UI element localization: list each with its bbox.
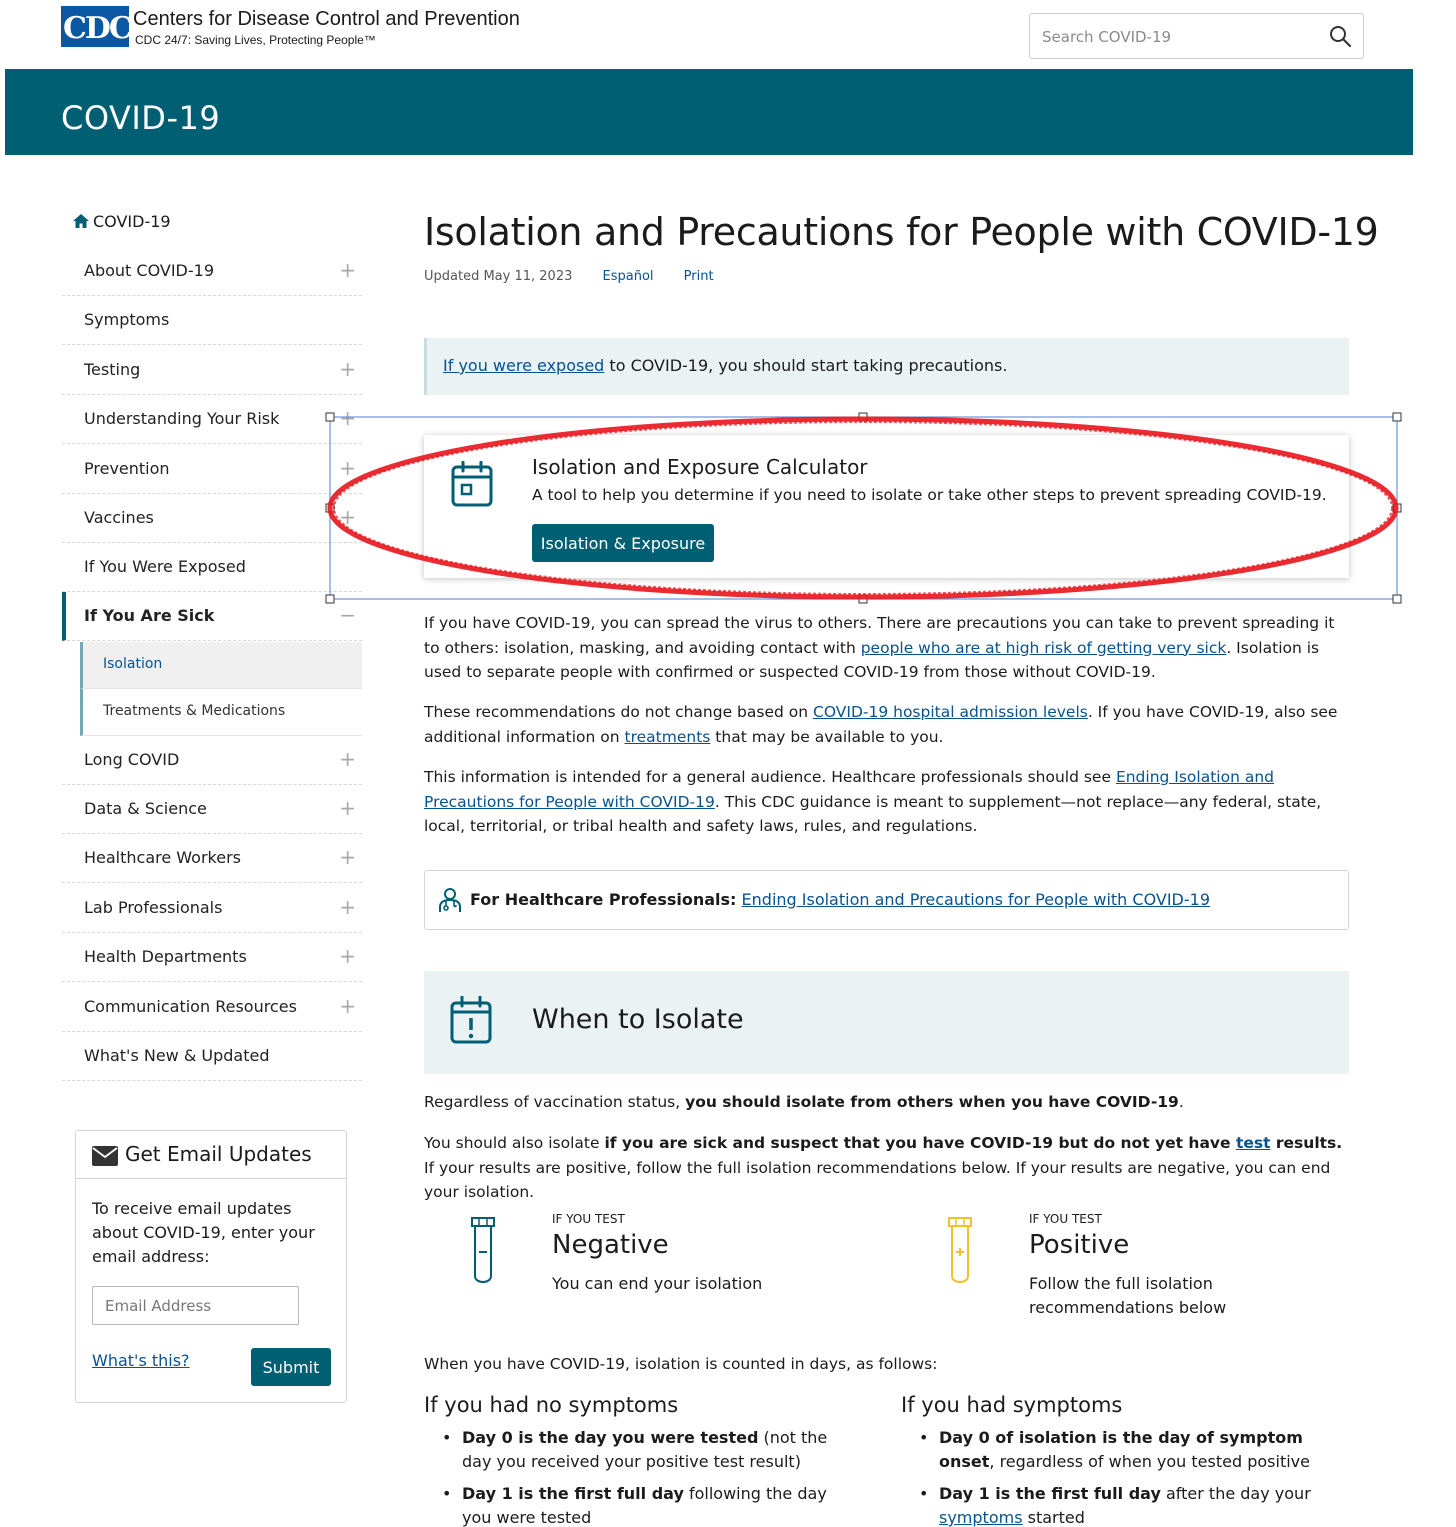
nav-item-label: If You Were Exposed bbox=[84, 557, 246, 576]
negative-description: You can end your isolation bbox=[552, 1274, 763, 1293]
nav-item-label: What's New & Updated bbox=[84, 1046, 270, 1065]
positive-overline: IF YOU TEST bbox=[1029, 1212, 1102, 1226]
ending-isolation-link[interactable]: Ending Isolation and Precautions for People with COVID-19 bbox=[424, 768, 1275, 811]
nav-item-if-you-are-sick[interactable] bbox=[62, 592, 362, 641]
bold-span: if you are sick and suspect that you have COVID-19 but do not yet have bbox=[604, 1134, 1236, 1152]
nav-item-testing[interactable] bbox=[62, 346, 362, 395]
nav-item-label: Long COVID bbox=[84, 750, 180, 769]
envelope-icon bbox=[92, 1146, 118, 1166]
positive-description: Follow the full isolation recommendations below bbox=[1029, 1274, 1227, 1317]
text-span: . bbox=[1178, 1093, 1184, 1111]
topic-banner bbox=[5, 69, 1413, 155]
cdc-logo[interactable]: CDC bbox=[61, 6, 129, 47]
if-you-were-exposed-link[interactable]: If you were exposed bbox=[443, 356, 605, 375]
expand-plus-icon[interactable]: + bbox=[339, 845, 356, 869]
no-symptoms-list bbox=[424, 1426, 854, 1527]
nav-item-whats-new[interactable] bbox=[62, 1032, 362, 1081]
email-updates-header bbox=[76, 1131, 346, 1179]
hcp-label: For Healthcare Professionals: bbox=[470, 890, 737, 909]
calendar-icon bbox=[451, 461, 493, 507]
text-span: . If you have COVID-19, also see additional information on bbox=[424, 703, 1338, 746]
expand-plus-icon[interactable]: + bbox=[339, 456, 356, 480]
negative-overline: IF YOU TEST bbox=[552, 1212, 625, 1226]
list-item bbox=[424, 1426, 854, 1474]
test-link[interactable]: test bbox=[1235, 1134, 1271, 1152]
symptoms-title: If you had symptoms bbox=[901, 1393, 1123, 1417]
symptoms-list bbox=[901, 1426, 1331, 1527]
email-updates-title: Get Email Updates bbox=[125, 1142, 312, 1166]
nav-home-link[interactable] bbox=[72, 212, 171, 231]
agency-name[interactable]: Centers for Disease Control and Prevention bbox=[133, 8, 520, 30]
nav-item-about-covid[interactable] bbox=[62, 247, 362, 296]
calculator-card bbox=[424, 435, 1349, 578]
positive-heading: Positive bbox=[1029, 1230, 1130, 1260]
negative-heading: Negative bbox=[552, 1230, 669, 1260]
agency-tagline: CDC 24/7: Saving Lives, Protecting People™ bbox=[135, 33, 376, 47]
text-span: These recommendations do not change based on bbox=[424, 703, 814, 721]
vaccination-status-paragraph bbox=[424, 1090, 1349, 1115]
text-span: started bbox=[1022, 1508, 1085, 1527]
text-span: If your results are positive, follow the full isolation recommendations below. If your results are negative, you can end your isolation. bbox=[424, 1158, 1331, 1201]
text-span: (not the day you received your positive test result) bbox=[462, 1428, 828, 1471]
bold-span: Day 1 is the first full day bbox=[939, 1484, 1161, 1503]
espanol-link[interactable]: Español bbox=[602, 269, 654, 284]
nav-item-label: Data & Science bbox=[84, 799, 207, 818]
page-meta bbox=[424, 269, 714, 284]
expand-plus-icon[interactable]: + bbox=[339, 505, 356, 529]
collapse-minus-icon[interactable]: − bbox=[339, 603, 356, 627]
test-results-paragraph bbox=[424, 1131, 1349, 1205]
nav-item-health-departments[interactable] bbox=[62, 933, 362, 982]
banner-title[interactable]: COVID-19 bbox=[61, 99, 221, 137]
text-span: If you have COVID-19, you can spread the virus to others. There are precautions you can take to prevent spreading it to others: isolation, masking, and avoiding contact with bbox=[424, 614, 1335, 657]
site-header bbox=[0, 0, 1456, 70]
list-item bbox=[424, 1482, 854, 1527]
expand-plus-icon[interactable]: + bbox=[339, 796, 356, 820]
email-field[interactable] bbox=[92, 1286, 299, 1325]
calendar-alert-icon bbox=[450, 996, 492, 1044]
no-symptoms-title: If you had no symptoms bbox=[424, 1393, 679, 1417]
bold-span: Day 0 is the day you were tested bbox=[462, 1428, 759, 1447]
text-span: . This CDC guidance is meant to supplement—not replace—any federal, state, local, territorial, or tribal health and safety laws, rules, and regulations. bbox=[424, 792, 1322, 835]
symptoms-link[interactable]: symptoms bbox=[939, 1508, 1023, 1527]
text-span: This information is intended for a general audience. Healthcare professionals should see bbox=[424, 768, 1116, 786]
test-tube-negative-icon bbox=[468, 1216, 498, 1286]
nav-item-label: Healthcare Workers bbox=[84, 848, 241, 867]
nav-item-if-you-were-exposed[interactable] bbox=[62, 543, 362, 592]
nav-item-label: Lab Professionals bbox=[84, 898, 223, 917]
sub-item-isolation[interactable] bbox=[80, 642, 362, 689]
home-icon bbox=[72, 213, 90, 229]
expand-plus-icon[interactable]: + bbox=[339, 895, 356, 919]
nav-home-label: COVID-19 bbox=[93, 212, 171, 231]
bold-span: Day 1 is the first full day bbox=[462, 1484, 684, 1503]
bold-span: you should isolate from others when you have COVID-19 bbox=[685, 1093, 1179, 1111]
hcp-ending-isolation-link[interactable]: Ending Isolation and Precautions for People with COVID-19 bbox=[741, 890, 1210, 909]
healthcare-professionals-callout bbox=[424, 870, 1349, 930]
nav-item-symptoms[interactable] bbox=[62, 296, 362, 345]
expand-plus-icon[interactable]: + bbox=[339, 357, 356, 381]
text-span: that may be available to you. bbox=[710, 727, 944, 746]
search-icon bbox=[1328, 24, 1352, 48]
hospital-admission-levels-link[interactable]: COVID-19 hospital admission levels bbox=[813, 703, 1088, 721]
search-input[interactable] bbox=[1042, 25, 1312, 49]
intro-paragraph bbox=[424, 611, 1349, 685]
bold-span: results. bbox=[1270, 1134, 1343, 1152]
nav-item-data-science[interactable] bbox=[62, 785, 362, 834]
text-span: You should also isolate bbox=[424, 1134, 605, 1152]
nav-item-prevention[interactable] bbox=[62, 445, 362, 494]
text-span: after the day your bbox=[1160, 1484, 1311, 1503]
page-title: Isolation and Precautions for People with COVID-19 bbox=[424, 210, 1379, 254]
list-item bbox=[901, 1426, 1331, 1474]
list-item bbox=[901, 1482, 1331, 1527]
nav-item-label: Prevention bbox=[84, 459, 170, 478]
text-span: , regardless of when you tested positive bbox=[989, 1452, 1310, 1471]
test-tube-positive-icon bbox=[945, 1216, 975, 1286]
nav-item-label: Health Departments bbox=[84, 947, 247, 966]
nav-item-label: Vaccines bbox=[84, 508, 154, 527]
search-box bbox=[1029, 13, 1364, 59]
text-span: . Isolation is used to separate people with confirmed or suspected COVID-19 from those without COVID-19. bbox=[424, 638, 1320, 681]
nav-item-communication-resources[interactable] bbox=[62, 983, 362, 1032]
recommendations-paragraph bbox=[424, 700, 1349, 749]
search-button[interactable] bbox=[1327, 24, 1353, 50]
when-to-isolate-title: When to Isolate bbox=[532, 1004, 744, 1035]
submit-button[interactable]: Submit bbox=[251, 1348, 331, 1386]
expand-plus-icon[interactable]: + bbox=[339, 747, 356, 771]
nav-item-label: Communication Resources bbox=[84, 997, 297, 1016]
when-to-isolate-header bbox=[424, 971, 1349, 1074]
exposed-callout bbox=[424, 338, 1349, 395]
email-updates-box bbox=[75, 1130, 347, 1403]
nav-item-label: About COVID-19 bbox=[84, 261, 214, 280]
nav-item-vaccines[interactable] bbox=[62, 494, 362, 543]
nav-item-label: Testing bbox=[84, 360, 141, 379]
nav-item-label: Symptoms bbox=[84, 310, 170, 329]
expand-plus-icon[interactable]: + bbox=[339, 944, 356, 968]
counting-days-paragraph: When you have COVID-19, isolation is counted in days, as follows: bbox=[424, 1355, 938, 1373]
updated-date: Updated May 11, 2023 bbox=[424, 269, 573, 284]
sub-item-label: Isolation bbox=[103, 656, 163, 672]
nav-item-long-covid[interactable] bbox=[62, 736, 362, 785]
whats-this-link[interactable]: What's this? bbox=[92, 1351, 190, 1370]
exposed-callout-text: to COVID-19, you should start taking precautions. bbox=[604, 356, 1008, 375]
text-span: following the day you were tested bbox=[462, 1484, 827, 1527]
nav-item-label: If You Are Sick bbox=[84, 606, 215, 625]
calculator-description: A tool to help you determine if you need to isolate or take other steps to prevent spreading COVID-19. bbox=[532, 486, 1327, 504]
nav-item-label: Understanding Your Risk bbox=[84, 409, 280, 428]
print-link[interactable]: Print bbox=[683, 269, 714, 284]
expand-plus-icon[interactable]: + bbox=[339, 994, 356, 1018]
expand-plus-icon[interactable]: + bbox=[339, 406, 356, 430]
audience-paragraph bbox=[424, 765, 1349, 839]
text-span: Regardless of vaccination status, bbox=[424, 1093, 686, 1111]
email-instructions: To receive email updates about COVID-19, enter your email address: bbox=[92, 1199, 315, 1266]
nav-item-understanding-risk[interactable] bbox=[62, 395, 362, 444]
sub-item-treatments[interactable] bbox=[80, 689, 362, 736]
nav-item-healthcare-workers[interactable] bbox=[62, 834, 362, 883]
expand-plus-icon[interactable]: + bbox=[339, 258, 356, 282]
treatments-link[interactable]: treatments bbox=[624, 727, 711, 746]
bold-span: Day 0 of isolation is the day of symptom onset bbox=[939, 1428, 1303, 1471]
doctor-icon bbox=[439, 887, 461, 913]
isolation-exposure-button[interactable]: Isolation & Exposure bbox=[532, 524, 714, 562]
nav-item-lab-professionals[interactable] bbox=[62, 884, 362, 933]
high-risk-link[interactable]: people who are at high risk of getting very sick bbox=[860, 638, 1227, 657]
calculator-title: Isolation and Exposure Calculator bbox=[532, 455, 868, 479]
sub-item-label: Treatments & Medications bbox=[103, 703, 286, 719]
